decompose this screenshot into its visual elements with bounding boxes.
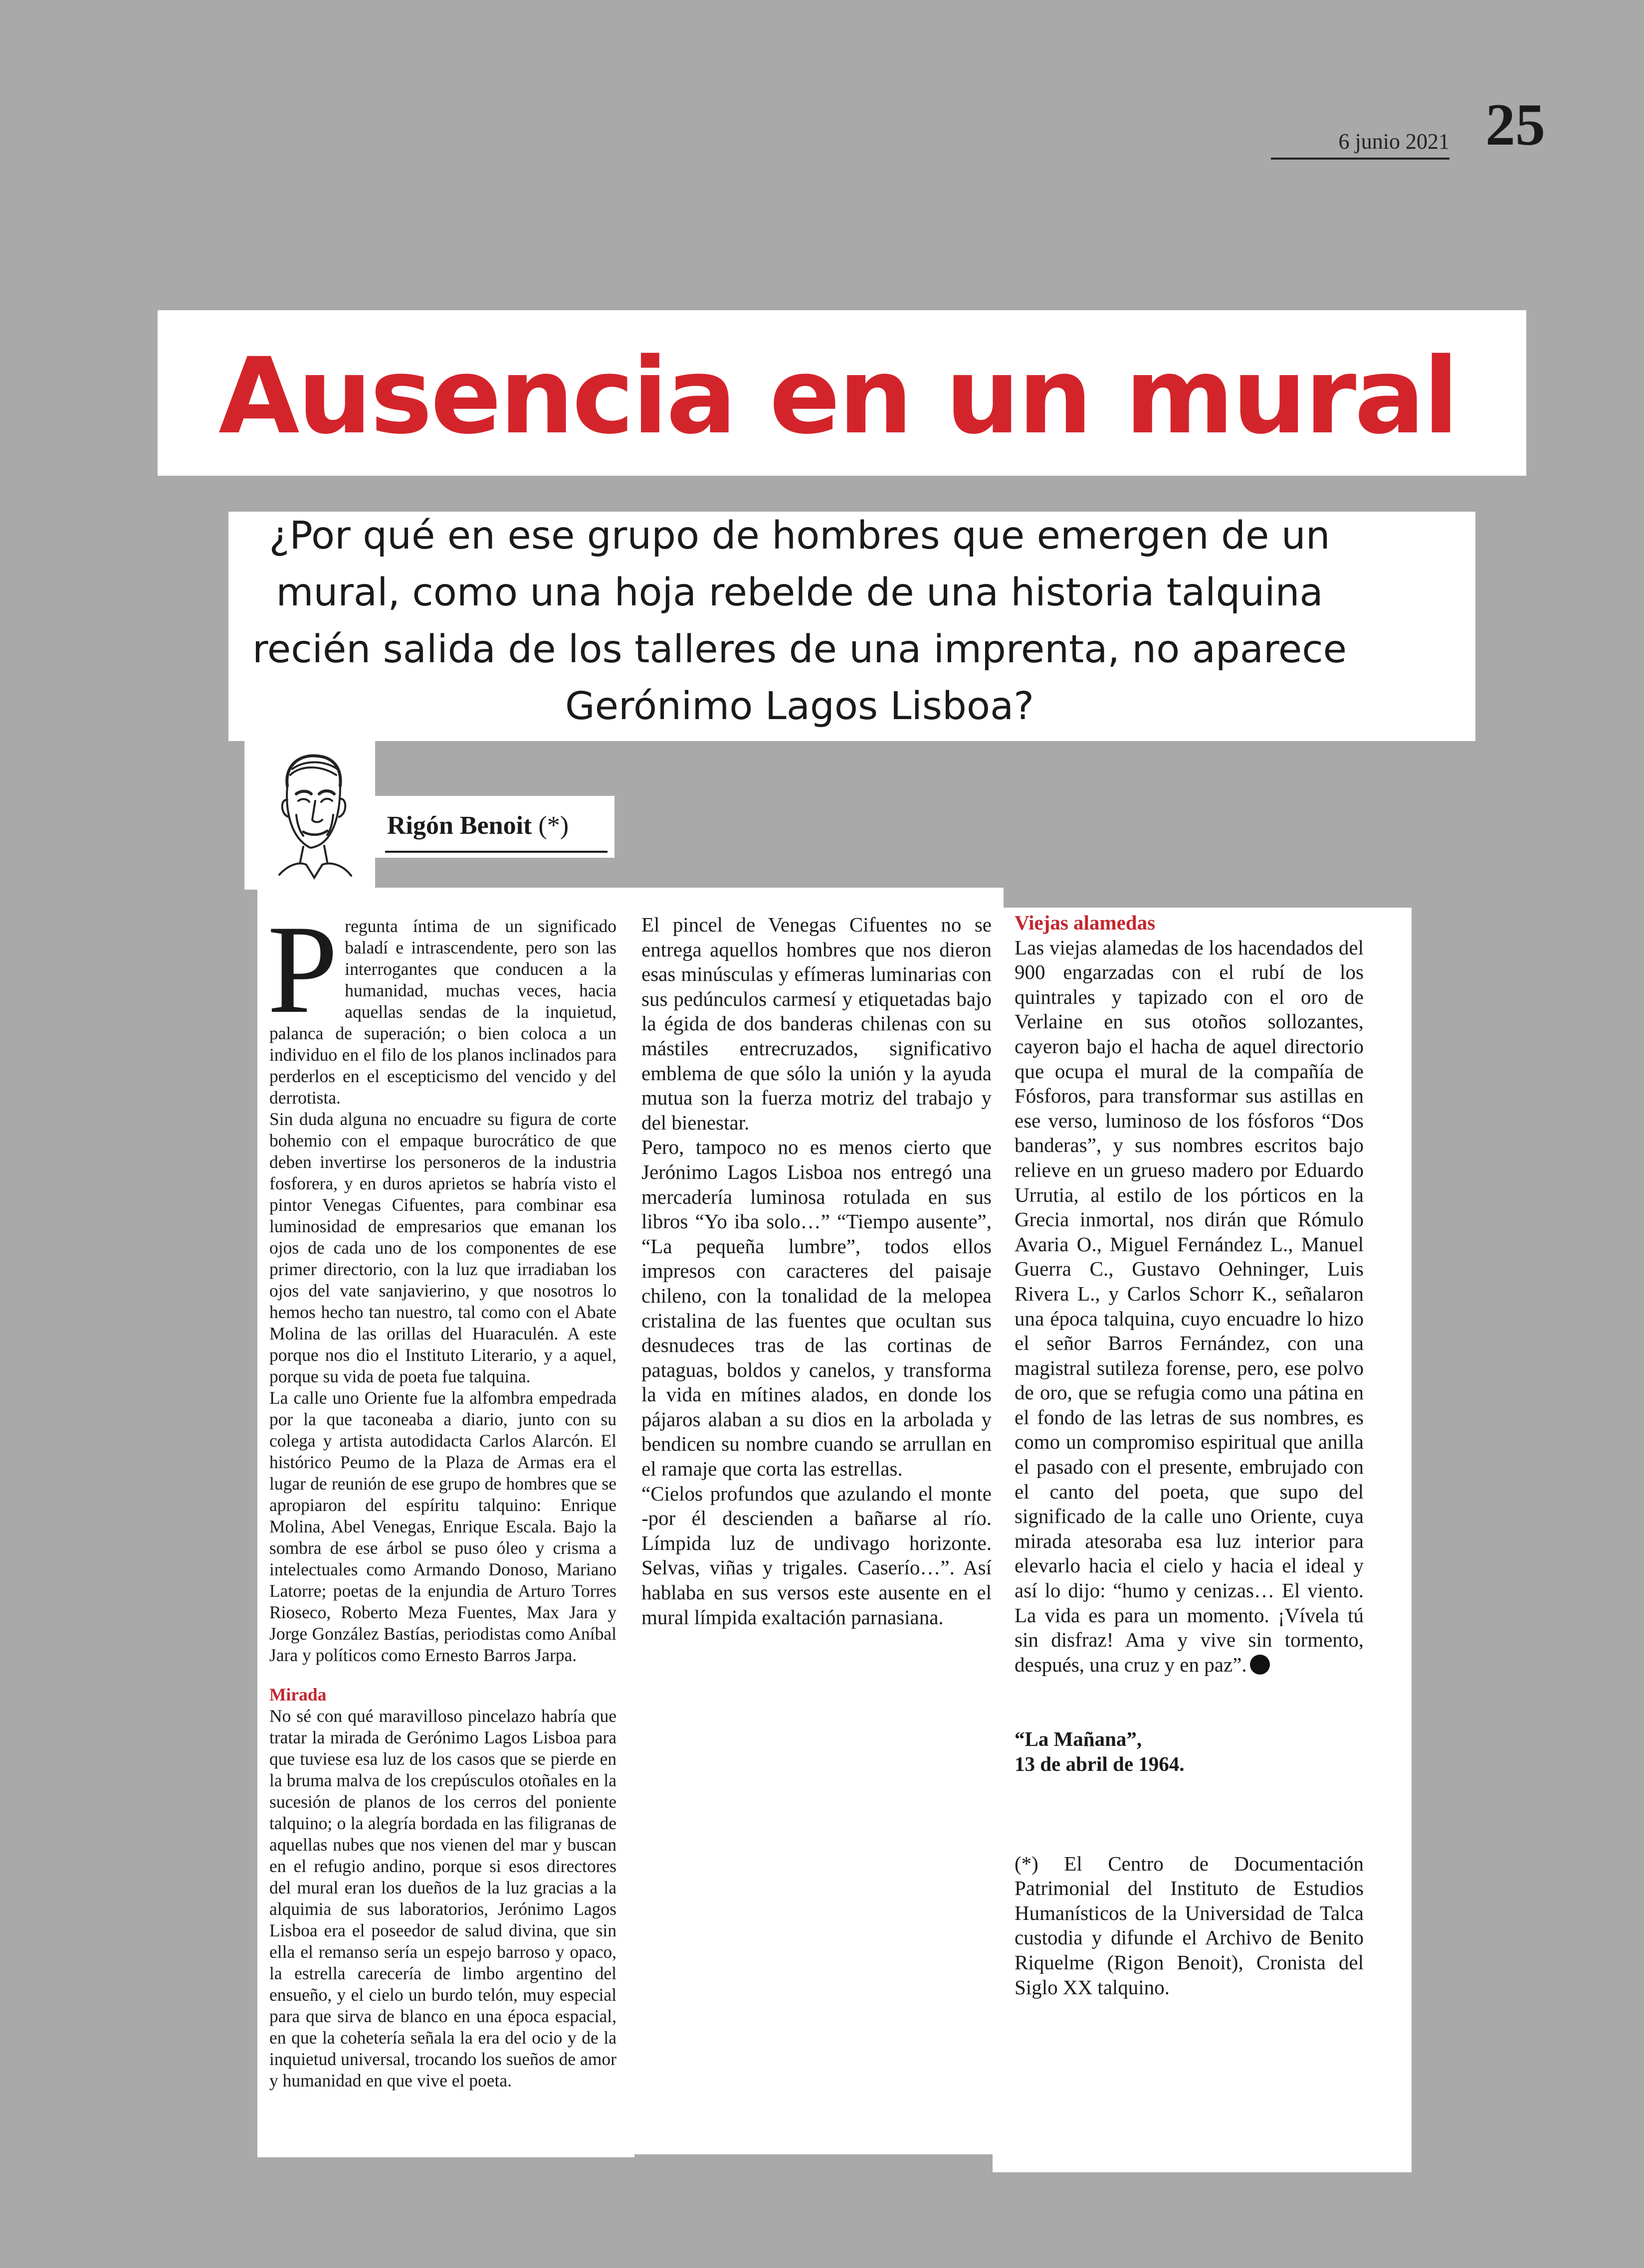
article-column-1 bbox=[267, 899, 616, 2091]
article-column-2 bbox=[641, 913, 992, 1630]
author-portrait bbox=[244, 740, 375, 890]
footnote: (*) El Centro de Documentación Patrimonial del Instituto de Estudios Humanísticos de la Universidad de Talca custodia y difunde el Archivo de Benito Riquelme (Rigon Benoit), Cronista del Siglo XX talquino. bbox=[1015, 1852, 1364, 1999]
paragraph-7: “Cielos profundos que azulando el monte -por él descienden a bañarse al río. Límpida luz de undivago horizonte. Selvas, viñas y trigales. Caserío…”. Así hablaba en sus versos este ausente en el mural límpida exaltación parnasiana. bbox=[641, 1482, 992, 1629]
paragraph-5: El pincel de Venegas Cifuentes no se entrega aquellos hombres que nos dieron esas minúsculas y efímeras luminarias con sus pedúnculos carmesí y etiquetadas bajo la égida de dos banderas chilenas con su mástiles entrecruzados, significativo emblema de que sólo la unión y la ayuda mutua son la fuerza motriz del trabajo y del bienestar. bbox=[641, 913, 992, 1134]
author-portrait-sketch-icon bbox=[244, 740, 375, 890]
subhead-mirada: Mirada bbox=[269, 1685, 327, 1704]
paragraph-3: La calle uno Oriente fue la alfombra empedrada por la que taconeaba a diario, junto con su colega y artista autodidacta Carlos Alarcón. El histórico Peumo de la Plaza de Armas era el lugar de reunión de ese grupo de hombres que se apropiaron del espíritu talquino: Enrique Molina, Abel Venegas, Enrique Escala. Bajo la sombra de ese árbol se puso óleo y crisma a intelectuales como Armando Donoso, Mariano Latorre; poetas de la enjundia de Arturo Torres Rioseco, Roberto Meza Fuentes, Max Jara y Jorge González Bastías, periodistas como Aníbal Jara y políticos como Ernesto Barros Jarpa. bbox=[269, 1388, 616, 1665]
subhead-viejas-alamedas: Viejas alamedas bbox=[1015, 911, 1156, 934]
author-footnote-mark: (*) bbox=[538, 811, 569, 840]
paragraph-2: Sin duda alguna no encuadre su figura de corte bohemio con el empaque burocrático de que deben invertirse los personeros de la industria fosforera, y en duros aprietos se habría visto el pintor Venegas Cifuentes, para combinar esa luminosidad de empresarios que emanan los ojos de cada uno de los componentes de ese primer directorio, con la luz que irradiaban los ojos del vate sanjavierino, y que nosotros lo hemos hecho tan nuestro, tal como con el Abate Molina de las orillas del Huaraculén. A este porque nos dio el Instituto Literario, y a aquel, porque su vida de poeta fue talquina. bbox=[269, 1109, 616, 1386]
source-line-1: “La Mañana”, bbox=[1015, 1727, 1142, 1751]
byline bbox=[387, 811, 569, 840]
article-deck: ¿Por qué en ese grupo de hombres que emergen de un mural, como una hoja rebelde de una historia talquina recién salida de los talleres de una imprenta, no aparece Gerónimo Lagos Lisboa? bbox=[252, 514, 1347, 729]
article-title: Ausencia en un mural bbox=[218, 335, 1457, 457]
drop-cap: P bbox=[267, 899, 338, 1039]
paragraph-1 bbox=[267, 899, 616, 1109]
article-column-3 bbox=[1015, 911, 1364, 2000]
paragraph-8-text: Las viejas alamedas de los hacendados del 900 engarzadas con el rubí de los quintrales y tapizado con el oro de Verlaine en sus otoños sollozantes, cayeron bajo el hacha de aquel directorio que ocupa el mural de la compañía de Fósforos, para transformar sus astillas en ese verso, luminoso de los fósforos “Dos banderas”, y sus nombres escritos bajo relieve en un grueso madero por Eduardo Urrutia, al estilo de los pórticos en la Grecia inmortal, nos dirán que Rómulo Avaria O., Miguel Fernández L., Manuel Guerra C., Gustavo Oehninger, Luis Rivera L., y Carlos Schorr K., señalaron una época talquina, cuyo encuadre lo hizo el señor Barros Fernández, con una magistral sutileza forense, pero, ese polvo de oro, que se refugia como una pátina en el fondo de las letras de sus nombres, es como un compromiso espiritual que anilla el pasado con el presente, embrujado con el canto del poeta, que supo del significado de la calle uno Oriente, cuya mirada atesoraba esa luz interior para elevarlo hacia el cielo y hacia el ideal y así lo dijo: “humo y cenizas… El viento. La vida es para un momento. ¡Vívela tú sin disfraz! Ama y vive sin tormento, después, una cruz y en paz”. bbox=[1015, 936, 1364, 1676]
issue-date: 6 junio 2021 bbox=[1338, 129, 1449, 154]
paragraph-1-text: regunta íntima de un significado baladí e intrascendente, pero son las interrogantes que conducen a la humanidad, muchas veces, hacia aquellas sendas de la inquietud, palanca de superación; o bien coloca a un individuo en el filo de los planos inclinados para perderlos en el escepticismo del vencido y del derrotista. bbox=[269, 916, 616, 1108]
paragraph-4: No sé con qué maravilloso pincelazo habría que tratar la mirada de Gerónimo Lagos Lisboa para que tuviese esa luz de los casos que se pierde en la bruma malva de los crepúsculos otoñales en la sucesión de planos de los cerros del poniente talquino; o la alegría bordada en las filigranas de aquellas nubes que nos vienen del mar y buscan en el refugio andino, porque si esos directores del mural eran los dueños de la luz gracias a la alquimia de sus laboratorios, Jerónimo Lagos Lisboa era el poseedor de salud divina, que sin ella el remanso sería un espejo barroso y opaco, la estrella carecería de limbo argentino del ensueño, y el cielo un burdo telón, muy especial para que sirva de blanco en una época espacial, en que la cohetería señala la era del ocio y de la inquietud universal, trocando los sueños de amor y humanidad en que vive el poeta. bbox=[269, 1706, 616, 2090]
author-name: Rigón Benoit bbox=[387, 811, 532, 840]
byline-underline bbox=[385, 851, 608, 853]
paragraph-8 bbox=[1015, 936, 1364, 1678]
page-number: 25 bbox=[1485, 91, 1545, 158]
source-line-2: 13 de abril de 1964. bbox=[1015, 1752, 1185, 1775]
end-of-article-bullet-icon bbox=[1250, 1655, 1270, 1675]
paragraph-6: Pero, tampoco no es menos cierto que Jerónimo Lagos Lisboa nos entregó una mercadería luminosa rotulada en sus libros “Yo iba solo…” “Tiempo ausente”, “La pequeña lumbre”, todos ellos impresos con caracteres del paisaje chileno, con la tonalidad de la melopea cristalina de las fuentes que ocultan sus desnudeces tras de las cortinas de pataguas, boldos y canelos, y transforma la vida en mítines alados, en donde los pájaros alaban a su dios en la arbolada y bendicen su nombre cuando se arrullan en el ramaje que corta las estrellas. bbox=[641, 1135, 992, 1481]
date-underline bbox=[1271, 158, 1449, 160]
